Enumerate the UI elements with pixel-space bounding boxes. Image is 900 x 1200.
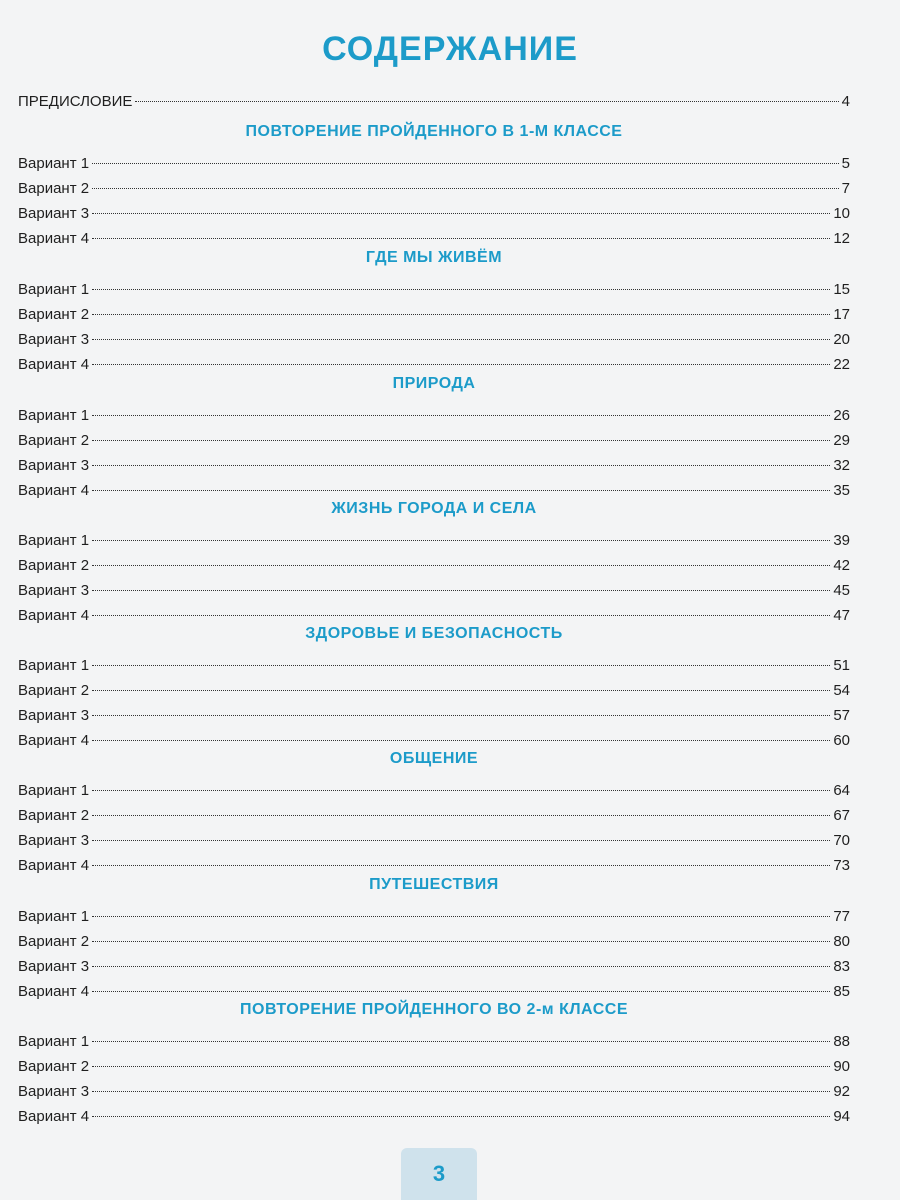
dot-leader [92,615,830,616]
toc-entry-page: 5 [841,155,850,172]
toc-entry-label: Вариант 2 [18,557,90,574]
toc-entry-page: 45 [833,582,850,599]
dot-leader [92,465,830,466]
toc-entry-page: 57 [833,707,850,724]
toc-entry [18,656,850,676]
dot-leader [92,916,830,917]
toc-entry-page: 20 [833,331,850,348]
toc-entry-label: Вариант 3 [18,1083,90,1100]
toc-entry-label: Вариант 3 [18,582,90,599]
toc-entry [18,280,850,300]
toc-entry-label: Вариант 4 [18,983,90,1000]
dot-leader [92,690,830,691]
toc-entry-page: 77 [833,908,850,925]
dot-leader [92,941,830,942]
toc-entry [18,330,850,350]
dot-leader [92,740,830,741]
toc-entry [18,406,850,426]
toc-entry-page: 67 [833,807,850,824]
toc-entry-page: 83 [833,958,850,975]
dot-leader [92,865,830,866]
toc-entry-label: Вариант 3 [18,331,90,348]
toc-entry-label: Вариант 3 [18,205,90,222]
toc-entry-label: Вариант 1 [18,532,90,549]
dot-leader [92,1091,830,1092]
toc-entry-page: 29 [833,432,850,449]
dot-leader [92,1066,830,1067]
toc-entry [18,305,850,325]
toc-entry [18,1107,850,1127]
toc-section [18,372,850,506]
toc-entry-label: Вариант 4 [18,857,90,874]
toc-entry-label: Вариант 2 [18,807,90,824]
toc-entry [18,706,850,726]
toc-entry [18,806,850,826]
dot-leader [92,213,830,214]
footer-page-number: 3 [401,1148,477,1200]
toc-entry-page: 39 [833,532,850,549]
toc-entry [18,456,850,476]
section-heading: ЗДОРОВЬЕ И БЕЗОПАСНОСТЬ [305,625,563,642]
section-heading: ОБЩЕНИЕ [389,750,479,767]
dot-leader [92,715,830,716]
toc-entry-label: Вариант 1 [18,1033,90,1050]
toc-section [18,747,850,881]
dot-leader [92,815,830,816]
toc-entry-page: 73 [833,857,850,874]
toc-entry-label: Вариант 1 [18,155,90,172]
dot-leader [92,314,830,315]
section-heading: ГДЕ МЫ ЖИВЁМ [365,249,503,266]
toc-entry-page: 15 [833,281,850,298]
dot-leader [92,440,830,441]
toc-entry [18,1082,850,1102]
toc-entry [18,831,850,851]
toc-entry-label: Вариант 4 [18,356,90,373]
toc-entry-label: Вариант 4 [18,1108,90,1125]
toc-preface-row [18,92,850,112]
toc-section [18,998,850,1132]
toc-section [18,497,850,631]
dot-leader [92,415,830,416]
page-title: СОДЕРЖАНИЕ [322,30,578,68]
toc-entry-page: 51 [833,657,850,674]
toc-entry [18,681,850,701]
toc-entry [18,431,850,451]
toc-entry-label: Вариант 1 [18,407,90,424]
toc-entry-page: 35 [833,482,850,499]
toc-entry-label: Вариант 1 [18,281,90,298]
toc-entry-page: 10 [833,205,850,222]
toc-entry-label: Вариант 3 [18,457,90,474]
dot-leader [92,665,830,666]
toc-entry-label: Вариант 4 [18,607,90,624]
toc-entry-page: 12 [833,230,850,247]
dot-leader [92,565,830,566]
toc-entry-page: 26 [833,407,850,424]
dot-leader [92,1041,830,1042]
dot-leader [92,790,830,791]
toc-entry [18,957,850,977]
toc-entry [18,179,850,199]
dot-leader [92,339,830,340]
dot-leader [92,490,830,491]
toc-entry-page: 64 [833,782,850,799]
toc-section [18,120,850,254]
dot-leader [92,238,830,239]
toc-entry-label: Вариант 3 [18,958,90,975]
toc-entry-label: Вариант 2 [18,432,90,449]
toc-entry-page: 80 [833,933,850,950]
toc-entry-label: ПРЕДИСЛОВИЕ [18,93,133,110]
toc-entry [18,204,850,224]
dot-leader [92,966,830,967]
toc-entry-label: Вариант 2 [18,682,90,699]
toc-entry [18,907,850,927]
toc-entry-page: 54 [833,682,850,699]
toc-entry-page: 4 [841,93,850,110]
dot-leader [92,991,830,992]
toc-entry [18,556,850,576]
section-heading: ПРИРОДА [392,375,476,392]
toc-entry-page: 92 [833,1083,850,1100]
toc-entry-label: Вариант 1 [18,908,90,925]
dot-leader [92,1116,830,1117]
toc-entry [18,932,850,952]
toc-entry [18,581,850,601]
toc-entry [18,1057,850,1077]
toc-entry-label: Вариант 4 [18,732,90,749]
section-heading: ПОВТОРЕНИЕ ПРОЙДЕННОГО В 1-М КЛАССЕ [245,123,623,140]
toc-entry-label: Вариант 1 [18,782,90,799]
toc-entry [18,1032,850,1052]
toc-entry-page: 7 [841,180,850,197]
toc-entry-page: 60 [833,732,850,749]
toc-entry-label: Вариант 2 [18,306,90,323]
dot-leader [92,540,830,541]
toc-entry-page: 22 [833,356,850,373]
toc-entry-page: 90 [833,1058,850,1075]
toc-entry-label: Вариант 1 [18,657,90,674]
toc-entry-page: 42 [833,557,850,574]
toc-entry-page: 94 [833,1108,850,1125]
toc-entry-label: Вариант 2 [18,1058,90,1075]
toc-entry [18,781,850,801]
toc-entry-page: 32 [833,457,850,474]
toc-section [18,622,850,756]
dot-leader [92,289,830,290]
dot-leader [92,188,839,189]
toc-section [18,246,850,380]
toc-section [18,873,850,1007]
toc-entry-label: Вариант 2 [18,180,90,197]
dot-leader [92,840,830,841]
dot-leader [92,364,830,365]
toc-entry-label: Вариант 4 [18,230,90,247]
toc-entry-page: 47 [833,607,850,624]
toc-entry [18,531,850,551]
dot-leader [135,101,838,102]
toc-entry-label: Вариант 2 [18,933,90,950]
section-heading: ЖИЗНЬ ГОРОДА И СЕЛА [331,500,537,517]
dot-leader [92,163,839,164]
section-heading: ПОВТОРЕНИЕ ПРОЙДЕННОГО ВО 2-м КЛАССЕ [240,1001,628,1018]
toc-entry-page: 85 [833,983,850,1000]
toc-entry-label: Вариант 3 [18,832,90,849]
toc-entry-label: Вариант 3 [18,707,90,724]
toc-entry-page: 17 [833,306,850,323]
toc-entry-page: 88 [833,1033,850,1050]
toc-entry-page: 70 [833,832,850,849]
dot-leader [92,590,830,591]
section-heading: ПУТЕШЕСТВИЯ [369,876,499,893]
toc-entry-label: Вариант 4 [18,482,90,499]
toc-entry [18,154,850,174]
